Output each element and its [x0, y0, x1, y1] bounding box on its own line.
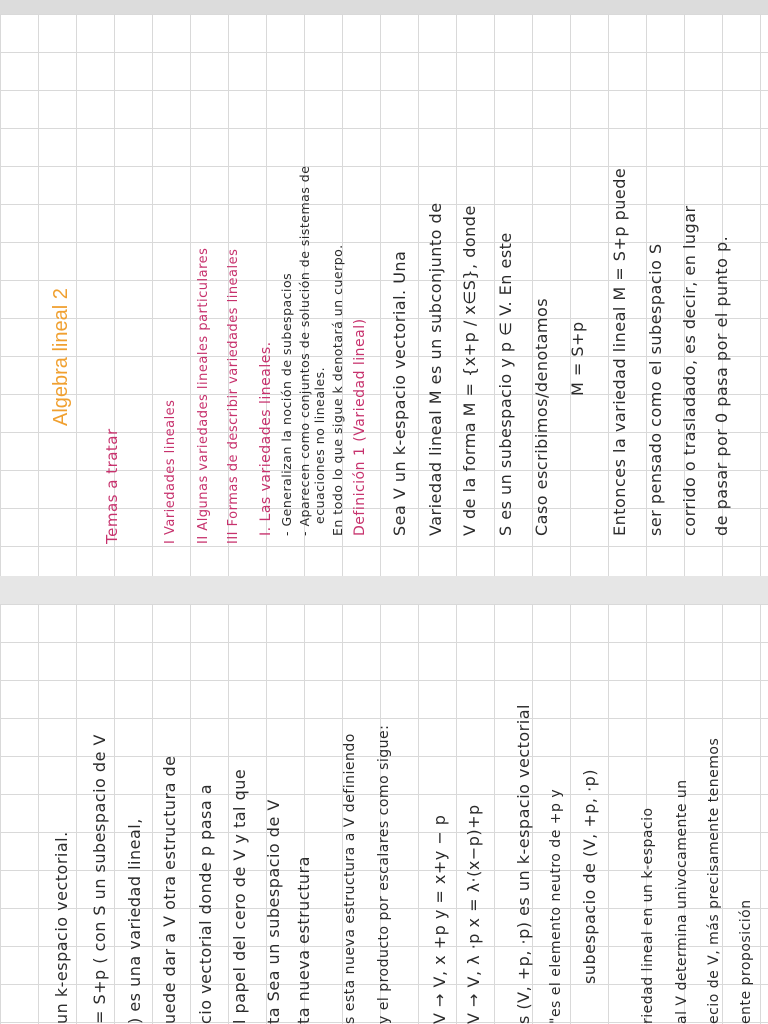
definition-line-1: Sea V un k-espacio vectorial. Una — [390, 250, 409, 536]
page2-line-6: l papel del cero de V y tal que — [230, 768, 249, 1024]
page2-line-3: ) es una variedad lineal, — [125, 818, 144, 1024]
page2-line-17: "es el elemento neutro de +p y — [548, 788, 564, 1024]
page2-line-8: ta nueva estructura — [294, 856, 313, 1024]
page2-line-20: riedad lineal en un k-espacio — [640, 807, 656, 1024]
page2-line-10: s esta nueva estructura a V definiendo — [342, 733, 358, 1024]
page-1-rotated-content — [0, 14, 768, 576]
page2-line-22: ecio de V, más precisamente tenemos — [706, 737, 722, 1024]
topics-heading: Temas a tratar — [103, 428, 121, 544]
page2-line-11: y el producto por escalares como sigue: — [376, 724, 392, 1024]
definition-line-2: Variedad lineal M es un subconjunto de — [426, 202, 445, 536]
bullet-line-2: - Aparecen como conjuntos de solución de sistemas de — [297, 165, 312, 536]
bullet-line-4: En todo lo que sigue k denotará un cuerpo. — [330, 244, 345, 536]
definition-title: Definición 1 (Variedad lineal) — [352, 318, 368, 536]
page2-line-2: = S+p ( con S un subespacio de V — [90, 734, 109, 1024]
page2-line-16: s (V, +p, ·p) es un k-espacio vectorial — [514, 704, 533, 1024]
page2-line-7: ta Sea un subespacio de V — [264, 799, 283, 1024]
notebook-page-1 — [0, 14, 768, 576]
page2-line-5: cio vectorial donde p pasa a — [196, 783, 215, 1024]
definition-line-5: Caso escribimos/denotamos — [532, 297, 551, 536]
definition-line-4: S es un subespacio y p ∈ V. En este — [496, 232, 515, 536]
remark-line-3: corrido o trasladado, es decir, en lugar — [680, 205, 699, 536]
remark-line-2: ser pensado como el subespacio S — [646, 243, 665, 536]
page-2-rotated-content — [0, 604, 768, 1024]
page2-line-18: subespacio de (V, +p, ·p) — [580, 768, 599, 984]
topic-item-2: II Algunas variedades lineales particulares — [196, 247, 211, 544]
remark-line-1: Entonces la variedad lineal M = S+p puede — [610, 167, 629, 536]
definition-formula: M = S+p — [568, 321, 587, 396]
page2-formula-product: V → V, λ ·p x = λ·(x−p)+p — [464, 804, 483, 1024]
bullet-line-3: ecuaciones no lineales. — [312, 366, 327, 524]
page-title: Algebra lineal 2 — [50, 288, 72, 426]
page2-line-21: al V determina univocamente un — [674, 779, 690, 1024]
notebook-page-2 — [0, 604, 768, 1024]
page2-formula-sum: V → V, x +p y = x+y − p — [430, 814, 449, 1024]
remark-line-4: de pasar por 0 pasa por el punto p. — [712, 235, 731, 536]
topic-item-3: III Formas de describir variedades lineales — [226, 248, 241, 544]
page-separator — [0, 576, 768, 604]
page2-line-4: uede dar a V otra estructura de — [160, 755, 179, 1024]
bullet-line-1: - Generalizan la noción de subespacios — [279, 272, 294, 536]
section-heading: I. Las variedades lineales. — [258, 341, 274, 536]
page2-line-23: ente proposición — [738, 899, 754, 1024]
topic-item-1: I Variedades lineales — [163, 399, 178, 544]
page2-line-1: un k-espacio vectorial. — [52, 831, 71, 1024]
definition-line-3: V de la forma M = {x+p / x∈S}, donde — [460, 205, 479, 536]
